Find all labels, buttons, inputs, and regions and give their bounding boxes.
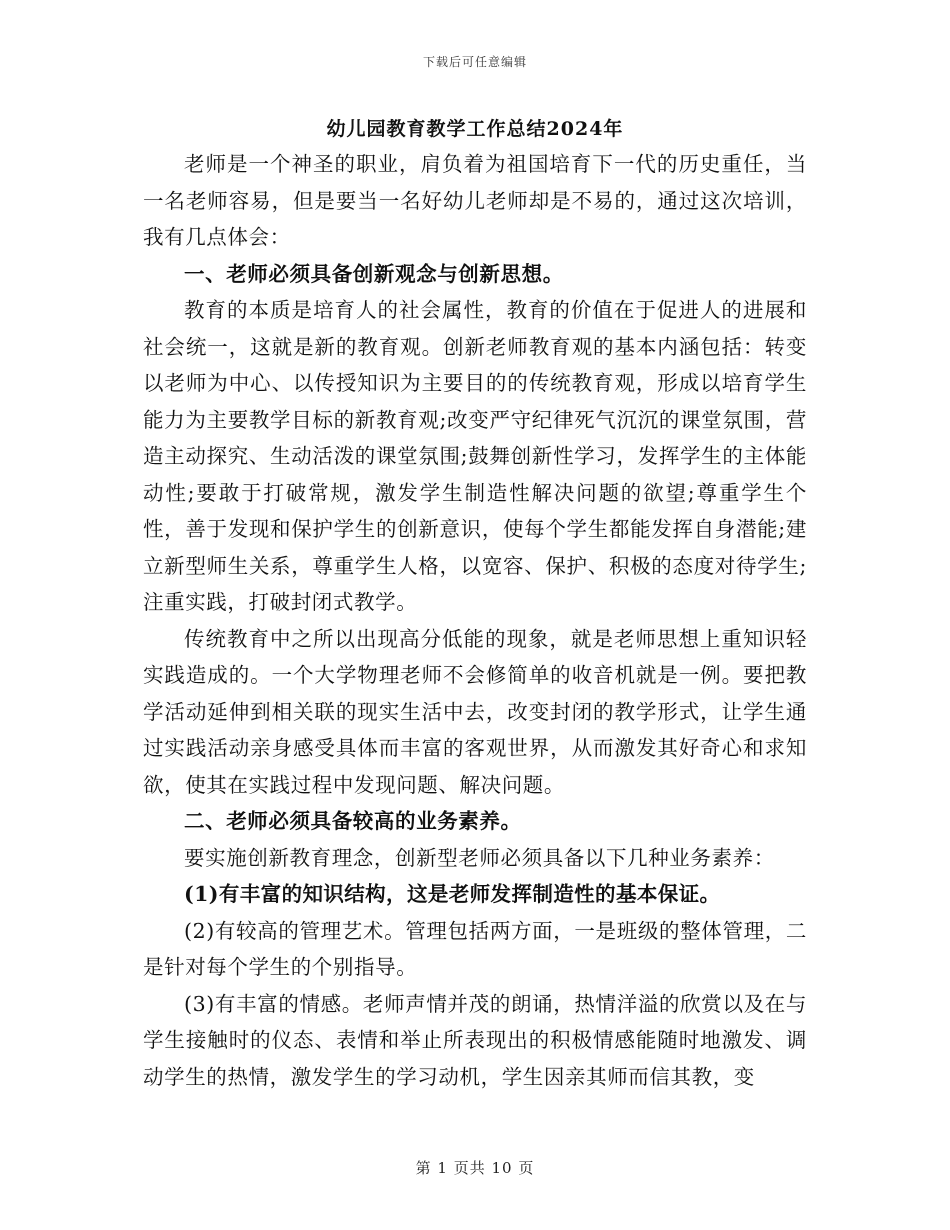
list-item: (2)有较高的管理艺术。管理包括两方面，一是班级的整体管理，二是针对每个学生的个别指导。 <box>143 918 807 979</box>
document-body <box>143 146 807 1095</box>
list-item: (3)有丰富的情感。老师声情并茂的朗诵，热情洋溢的欣赏以及在与学生接触时的仪态、表情和举止所表现出的积极情感能随时地激发、调动学生的热情，激发学生的学习动机，学生因亲其师而信其教，变 <box>143 991 807 1089</box>
page-number: 第 1 页共 10 页 <box>415 1159 535 1177</box>
list-item-bold: (1)有丰富的知识结构，这是老师发挥制造性的基本保证。 <box>184 882 721 906</box>
document-title: 幼儿园教育教学工作总结2024年 <box>326 118 624 140</box>
section-heading-2: 二、老师必须具备较高的业务素养。 <box>184 809 522 833</box>
intro-paragraph: 老师是一个神圣的职业，肩负着为祖国培育下一代的历史重任，当一名老师容易，但是要当一名好幼儿老师却是不易的，通过这次培训，我有几点体会： <box>143 152 807 249</box>
header-note: 下载后可任意编辑 <box>422 55 527 69</box>
section-heading-1: 一、老师必须具备创新观念与创新思想。 <box>184 261 564 286</box>
body-paragraph: 传统教育中之所以出现高分低能的现象，就是老师思想上重知识轻实践造成的。一个大学物理老师不会修简单的收音机就是一例。要把教学活动延伸到相关联的现实生活中去，改变封闭的教学形式，让学生通过实践活动亲身感受具体而丰富的客观世界，从而激发其好奇心和求知欲，使其在实践过程中发现问题、解决问题。 <box>143 626 807 797</box>
body-paragraph: 要实施创新教育理念，创新型老师必须具备以下几种业务素养： <box>184 845 775 870</box>
body-paragraph: 教育的本质是培育人的社会属性，教育的价值在于促进人的进展和社会统一，这就是新的教育观。创新老师教育观的基本内涵包括：转变以老师为中心、以传授知识为主要目的的传统教育观，形成以培育学生能力为主要教学目标的新教育观;改变严守纪律死气沉沉的课堂氛围，营造主动探究、生动活泼的课堂氛围;鼓舞创新性学习，发挥学生的主体能动性;要敢于打破常规，激发学生制造性解决问题的欲望;尊重学生个性，善于发现和保护学生的创新意识，使每个学生都能发挥自身潜能;建立新型师生关系，尊重学生人格，以宽容、保护、积极的态度对待学生;注重实践，打破封闭式教学。 <box>143 298 807 614</box>
